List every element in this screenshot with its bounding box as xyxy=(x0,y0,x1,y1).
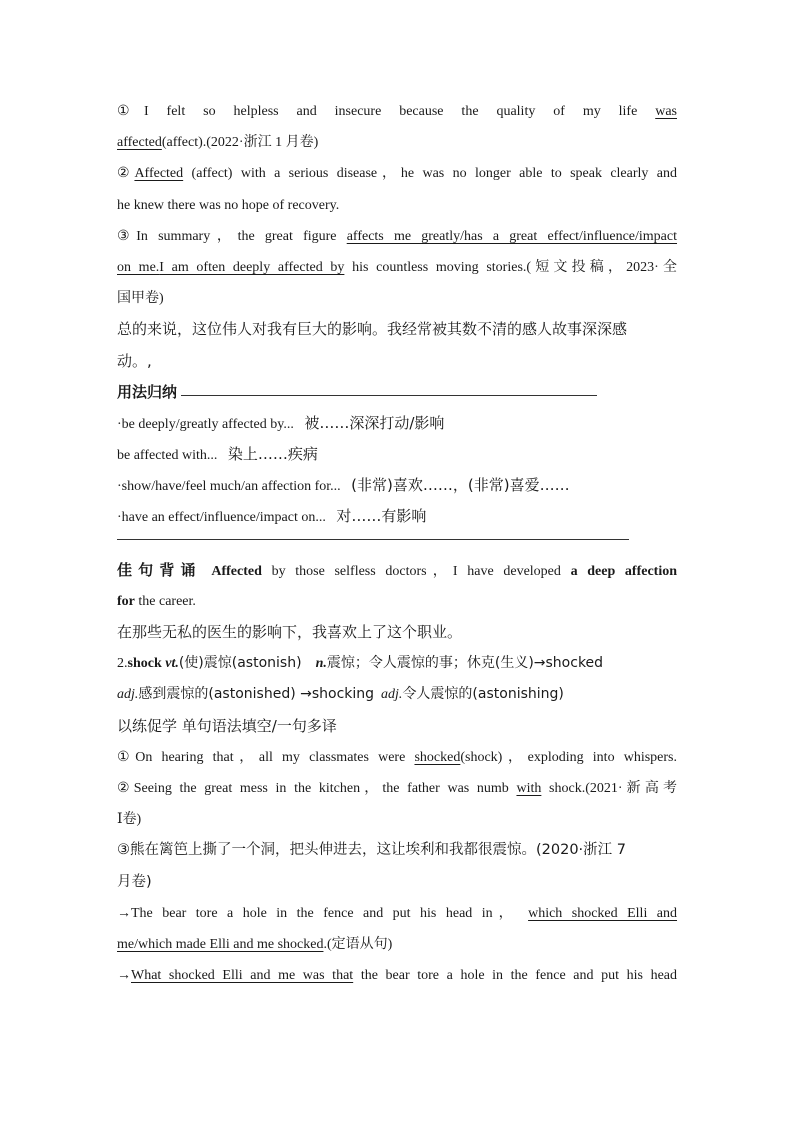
usage-title: 用法归纳 xyxy=(117,382,178,401)
text: ② xyxy=(117,166,135,182)
text: the bear tore a hole in the fence and put his head xyxy=(360,968,678,984)
p-ex3-version1-line2 xyxy=(117,929,677,960)
usage-title-line xyxy=(117,377,677,408)
p-ex3-version1-line1 xyxy=(117,898,677,929)
recite-translation xyxy=(117,617,677,648)
text: ②Seeing the great mess in the kitchen，the father was numb xyxy=(117,780,509,796)
part-of-speech: n. xyxy=(315,656,327,672)
usage-en: ·be deeply/greatly affected by... xyxy=(117,416,294,432)
text: 动。, xyxy=(117,351,152,370)
usage-item xyxy=(117,439,677,470)
answer: I am often deeply affected by xyxy=(159,259,345,275)
text: .(定语从句) xyxy=(323,936,393,952)
part-of-speech: vt. xyxy=(165,656,179,672)
usage-end xyxy=(117,533,677,555)
answer: Affected xyxy=(134,166,184,182)
text: 月卷) xyxy=(117,873,152,890)
ex3-line2 xyxy=(117,252,677,283)
answer: me/which made Elli and me shocked xyxy=(117,936,324,952)
text: (affect).(2022·浙江 1 月卷) xyxy=(161,135,319,151)
p-ex2-line1 xyxy=(117,773,677,804)
answer: shocked xyxy=(414,749,461,765)
usage-item xyxy=(117,470,677,501)
answer: affected xyxy=(117,135,162,151)
p-ex1-line xyxy=(117,742,677,773)
answer: affects me greatly/has a great effect/influence/impact xyxy=(346,228,678,244)
headword: shock xyxy=(127,656,162,672)
part-of-speech: adj. xyxy=(381,687,403,703)
p-ex2-line2 xyxy=(117,804,677,835)
meaning: (使)震惊(astonish) xyxy=(178,655,302,672)
text: Ⅰ卷) xyxy=(117,812,142,828)
text: his countless moving stories.(短文投稿，2023·全 xyxy=(352,259,678,275)
usage-en: be affected with... xyxy=(117,448,218,464)
text: 总的来说，这位伟人对我有巨大的影响。我经常被其数不清的感人故事深深感 xyxy=(117,320,628,339)
usage-zh: 对……有影响 xyxy=(336,507,427,526)
meaning: 震惊；令人震惊的事；休克(生义)→shocked xyxy=(326,655,604,672)
keyword: Affected xyxy=(211,563,262,579)
recite-line2 xyxy=(117,586,677,617)
answer: was xyxy=(655,104,677,119)
text: ③熊在篱笆上撕了一个洞，把头伸进去，这让埃利和我都很震惊。(2020·浙江 7 xyxy=(117,842,626,859)
divider xyxy=(117,539,629,540)
usage-item xyxy=(117,408,677,439)
translation-line1 xyxy=(117,314,677,345)
text: ①I felt so helpless and insecure because the quality of my life xyxy=(117,104,638,119)
translation-line2 xyxy=(117,346,677,377)
answer: with xyxy=(516,780,542,796)
item-number: 2. xyxy=(117,656,128,672)
text: 国甲卷) xyxy=(117,291,164,307)
ex3-line3 xyxy=(117,283,677,314)
text: ③In summary，the great figure xyxy=(117,228,337,244)
text: by those selfless doctors，I have developed xyxy=(271,563,561,579)
recite-line1 xyxy=(117,555,677,586)
document-page xyxy=(117,96,677,991)
usage-zh: 被……深深打动/影响 xyxy=(304,413,445,432)
ex1-line2 xyxy=(117,127,677,158)
usage-zh: 染上……疾病 xyxy=(227,445,318,464)
answer: which shocked Elli and xyxy=(528,905,678,921)
part-of-speech: adj. xyxy=(117,687,139,703)
text: →The bear tore a hole in the fence and put his head in， xyxy=(117,905,519,921)
keyword: affection xyxy=(624,563,677,579)
word2-line2 xyxy=(117,679,677,710)
keyword: for xyxy=(117,593,135,609)
text: the career. xyxy=(138,593,196,609)
arrow: → xyxy=(117,968,131,984)
meaning: 感到震惊的(astonished) →shocking xyxy=(138,686,375,703)
text: ①On hearing that，all my classmates were xyxy=(117,749,406,765)
word2-line1 xyxy=(117,648,677,679)
usage-en: ·have an effect/influence/impact on... xyxy=(117,510,326,526)
practice-title-line xyxy=(117,711,677,742)
usage-zh: (非常)喜欢……，(非常)喜爱…… xyxy=(351,476,570,495)
text: (affect) with a serious disease，he was no longer able to speak clearly and xyxy=(191,166,677,182)
answer: What shocked Elli and me was that xyxy=(131,968,354,984)
text: 在那些无私的医生的影响下，我喜欢上了这个职业。 xyxy=(117,623,463,641)
text: (shock)，exploding into whispers. xyxy=(460,749,678,765)
answer: on me. xyxy=(117,259,160,275)
ex2-line1 xyxy=(117,158,677,189)
p-ex3-version2-line xyxy=(117,960,677,991)
p-ex3-line2 xyxy=(117,867,677,898)
p-ex3-line1 xyxy=(117,835,677,866)
recite-label: 佳句背诵 xyxy=(117,560,202,579)
keyword: a deep xyxy=(570,563,616,579)
text: he knew there was no hope of recovery. xyxy=(117,197,340,213)
ex2-line2 xyxy=(117,190,677,221)
text: shock.(2021·新高考 xyxy=(549,780,678,796)
usage-en: ·show/have/feel much/an affection for... xyxy=(117,479,341,495)
ex1-line1 xyxy=(117,96,677,127)
meaning: 令人震惊的(astonishing) xyxy=(402,686,564,703)
ex3-line1 xyxy=(117,221,677,252)
usage-item xyxy=(117,501,677,532)
practice-title: 以练促学 单句语法填空/一句多译 xyxy=(117,716,337,735)
divider xyxy=(181,395,597,396)
